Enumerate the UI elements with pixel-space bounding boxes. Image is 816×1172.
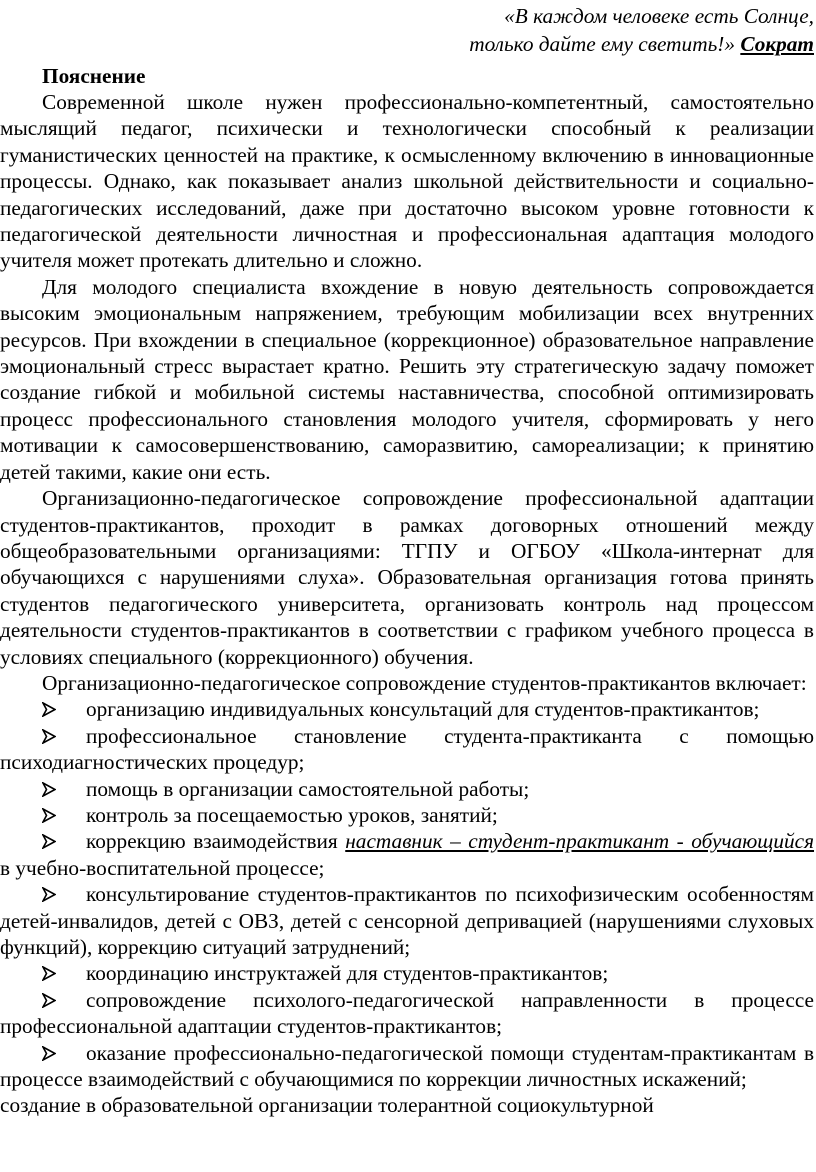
- epigraph-author: Сократ: [740, 32, 814, 56]
- list-item-text-end: в учебно-воспитательной процессе;: [0, 855, 325, 880]
- arrow-bullet-icon: [42, 802, 86, 828]
- epigraph-quote: только дайте ему светить!»: [469, 32, 736, 56]
- paragraph-1: Современной школе нужен профессионально-компетентный, самостоятельно мыслящий педагог, психически и технологически способный к реализации гуманистических ценностей на практике, к осмысленному включению в инновационные процессы. Однако, как показывает анализ школьной действительности и социально-педагогических исследований, даже при достаточно высоком уровне готовности к педагогической деятельности личностная и профессиональная адаптация молодого учителя может протекать длительно и сложно.: [0, 90, 814, 273]
- arrow-bullet-icon: [42, 828, 86, 854]
- arrow-bullet-icon: [42, 881, 86, 907]
- arrow-bullet-icon: [42, 696, 86, 722]
- paragraph-2: Для молодого специалиста вхождение в новую деятельность сопровождается высоким эмоциональным напряжением, требующим мобилизации всех внутренних ресурсов. При вхождении в специальное (коррекционное) образовательное направление эмоциональный стресс вырастает кратно. Решить эту стратегическую задачу поможет создание гибкой и мобильной системы наставничества, способной оптимизировать процесс профессионального становления молодого учителя, сформировать у него мотивации к самосовершенствованию, саморазвитию, самореализации; к принятию детей такими, какие они есть.: [0, 274, 814, 484]
- list-item: [0, 881, 814, 960]
- paragraph-4: Организационно-педагогическое сопровождение студентов-практикантов включает:: [42, 670, 807, 695]
- list-item: [0, 987, 814, 1040]
- list-item: [0, 828, 814, 881]
- list-item-text: профессиональное становление студента-практиканта с помощью психодиагностических процедур;: [0, 723, 814, 775]
- list-item-text: коррекцию взаимодействия: [86, 829, 346, 854]
- trailing-line: создание в образовательной организации толерантной социокультурной: [0, 1093, 654, 1118]
- list-item: [0, 960, 814, 986]
- arrow-bullet-icon: [42, 987, 86, 1013]
- body-text: [0, 89, 814, 1119]
- list-item: [0, 1040, 814, 1093]
- arrow-bullet-icon: [42, 960, 86, 986]
- epigraph-line-1: «В каждом человеке есть Солнце,: [504, 4, 814, 28]
- epigraph-line-2: [469, 30, 814, 58]
- list-item-text: организацию индивидуальных консультаций для студентов-практикантов;: [86, 697, 760, 722]
- epigraph: [469, 2, 814, 58]
- list-item-text: сопровождение психолого-педагогической направленности в процессе профессиональной адаптации студентов-практикантов;: [0, 987, 814, 1039]
- list-item: [0, 776, 814, 802]
- list-item: [0, 723, 814, 776]
- list-item: [0, 696, 814, 722]
- list-item-text: координацию инструктажей для студентов-практикантов;: [86, 961, 609, 986]
- arrow-bullet-icon: [42, 1040, 86, 1066]
- list-item-emphasis: наставник – студент-практикант - обучающийся: [345, 829, 815, 854]
- list-item: [0, 802, 814, 828]
- list-item-text: помощь в организации самостоятельной работы;: [86, 776, 530, 801]
- list-item-text: оказание профессионально-педагогической помощи студентам-практикантам в процессе взаимодействий с обучающимися по коррекции личностных искажений;: [0, 1040, 814, 1092]
- list-item-text: консультирование студентов-практикантов по психофизическим особенностям детей-инвалидов, детей с ОВЗ, детей с сенсорной депривацией (нарушениями слуховых функций), коррекцию ситуаций затруднений;: [0, 882, 814, 959]
- arrow-bullet-icon: [42, 723, 86, 749]
- paragraph-3: Организационно-педагогическое сопровождение профессиональной адаптации студентов-практикантов, проходит в рамках договорных отношений между общеобразовательными организациями: ТГПУ и ОГБОУ «Школа-интернат для обучающихся с нарушениями слуха». Образовательная организация готова принять студентов педагогического университета, организовать контроль над процессом деятельности студентов-практикантов в соответствии с графиком учебного процесса в условиях специального (коррекционного) обучения.: [0, 486, 814, 669]
- section-heading: Пояснение: [42, 64, 146, 88]
- arrow-bullet-icon: [42, 776, 86, 802]
- list-item-text: контроль за посещаемостью уроков, занятий;: [86, 802, 498, 827]
